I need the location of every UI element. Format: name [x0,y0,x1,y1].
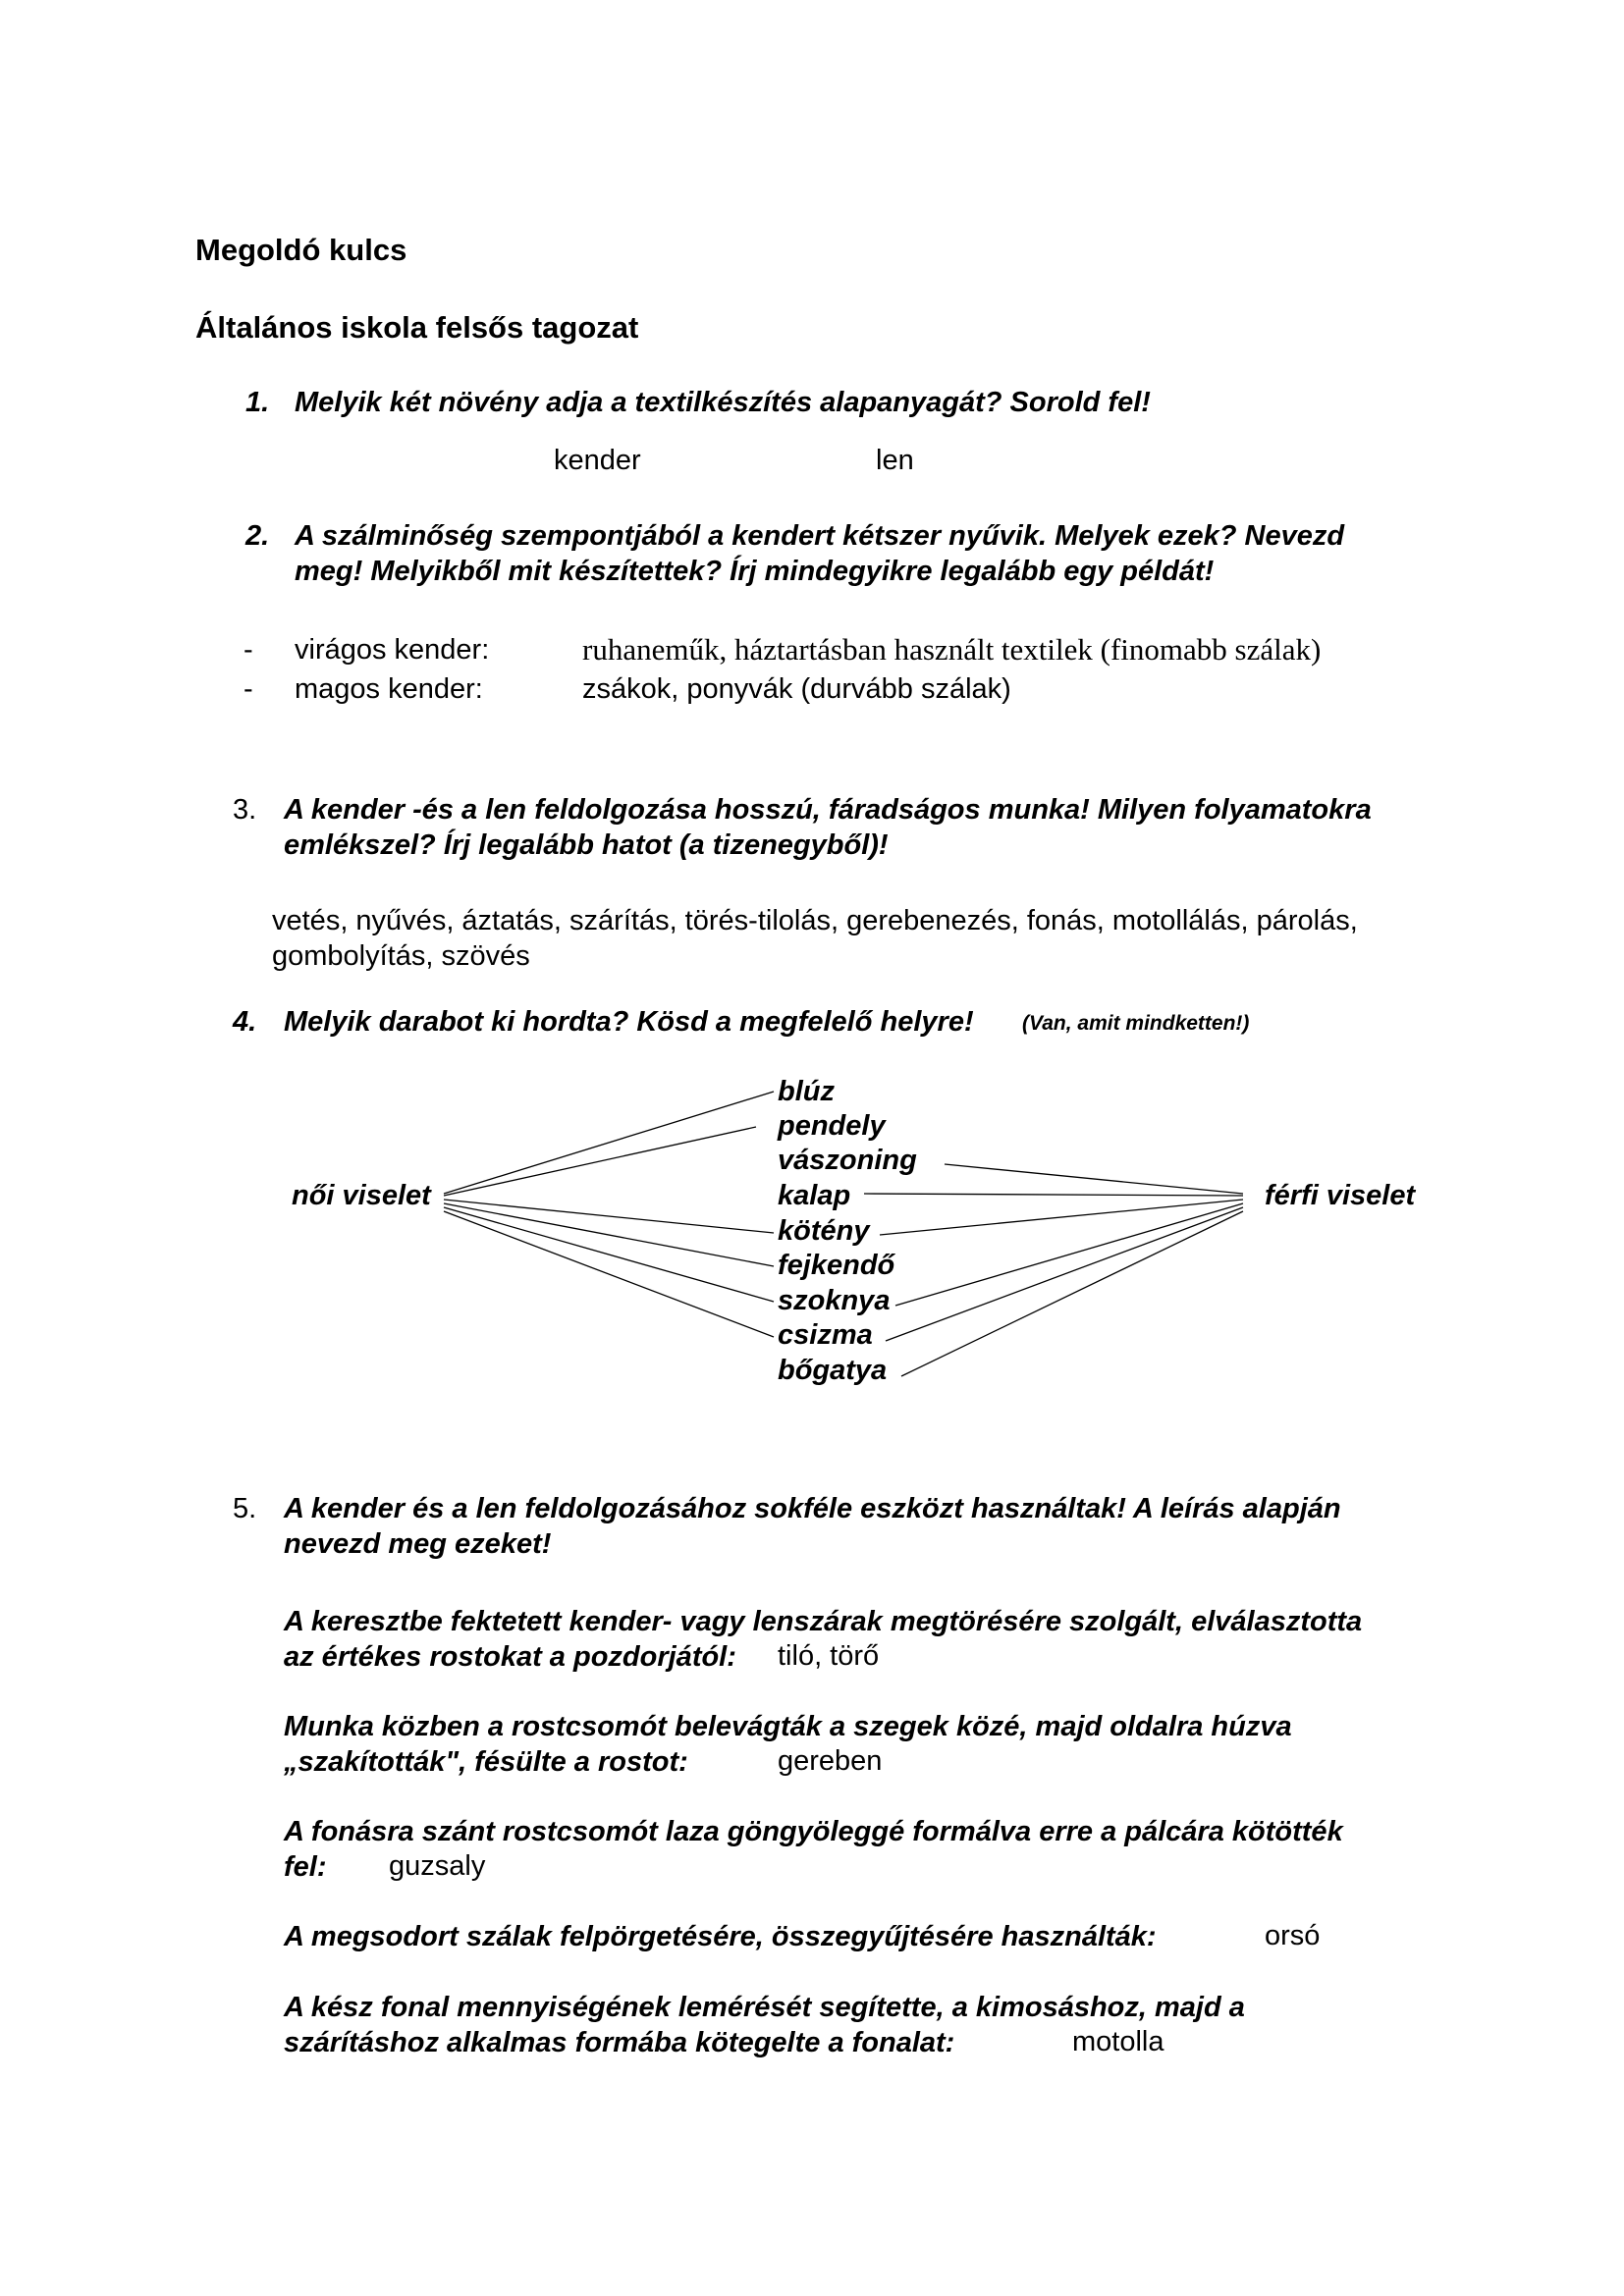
q1-question: Melyik két növény adja a textilkészítés alapanyagát? Sorold fel! [295,387,1151,418]
q5-item2-answer: gereben [778,1745,883,1777]
item-bluz: blúz [778,1076,835,1107]
q1-answer-1: kender [554,445,641,476]
q4-note: (Van, amit mindketten!) [1022,1012,1250,1035]
q3-answer-line2: gombolyítás, szövés [272,940,530,972]
q5-item3-answer: guzsaly [389,1850,486,1882]
q3-question-line2: emlékszel? Írj legalább hatot (a tizenegyből)! [284,829,889,861]
q5-item2-line2: „szakították", fésülte a rostot: [284,1746,688,1778]
q5-item5-line2: szárításhoz alkalmas formába kötegelte a fonalat: [284,2027,955,2058]
line-female-bluz [444,1092,774,1194]
q5-item3-line1: A fonásra szánt rostcsomót laza göngyöleggé formálva erre a pálcára kötötték [284,1816,1343,1847]
q5-number: 5. [233,1493,257,1524]
line-male-szoknya [895,1203,1243,1306]
line-female-szoknya [444,1207,774,1302]
left-label-noi-viselet: női viselet [292,1180,431,1211]
item-koteny: kötény [778,1215,870,1247]
page-title: Megoldó kulcs [195,233,407,267]
line-female-csizma [444,1211,774,1337]
item-csizma: csizma [778,1319,873,1351]
q5-item5-answer: motolla [1072,2026,1164,2057]
q5-question-line2: nevezd meg ezeket! [284,1528,552,1560]
q5-item4-answer: orsó [1265,1920,1321,1951]
line-male-kalap [864,1194,1243,1196]
q5-item2-line1: Munka közben a rostcsomót belevágták a szegek közé, majd oldalra húzva [284,1711,1292,1742]
q2-row2-value: zsákok, ponyvák (durvább szálak) [582,673,1011,705]
q2-row1-value: ruhaneműk, háztartásban használt textilek (finomabb szálak) [582,632,1322,667]
q2-row2-label: magos kender: [295,673,483,705]
q2-question-line1: A szálminőség szempontjából a kendert kétszer nyűvik. Melyek ezek? Nevezd [295,520,1345,552]
q5-item4-line2: A megsodort szálak felpörgetésére, összegyűjtésére használták: [284,1921,1157,1952]
line-male-bogatya [901,1211,1243,1376]
q4-question: Melyik darabot ki hordta? Kösd a megfelelő helyre! [284,1006,974,1038]
line-female-koteny [444,1200,774,1233]
q5-item1-line2: az értékes rostokat a pozdorjától: [284,1641,736,1673]
q2-row2-dash: - [244,673,253,705]
q5-item5-line1: A kész fonal mennyiségének lemérését segítette, a kimosáshoz, majd a [284,1992,1245,2023]
line-female-fejkendo [444,1203,774,1266]
q1-answer-2: len [876,445,914,476]
q5-item1-line1: A keresztbe fektetett kender- vagy lenszárak megtörésére szolgált, elválasztotta [284,1606,1363,1637]
q1-number: 1. [245,387,270,418]
q3-number: 3. [233,794,257,826]
q3-question-line1: A kender -és a len feldolgozása hosszú, fáradságos munka! Milyen folyamatokra [284,794,1372,826]
q2-number: 2. [245,520,270,552]
line-male-csizma [886,1207,1243,1341]
item-fejkendo: fejkendő [778,1250,895,1281]
q2-question-line2: meg! Melyikből mit készítettek? Írj mindegyikre legalább egy példát! [295,556,1215,587]
page-subtitle: Általános iskola felsős tagozat [195,310,639,345]
q2-row1-label: virágos kender: [295,634,490,666]
q5-question-line1: A kender és a len feldolgozásához sokféle eszközt használtak! A leírás alapján [284,1493,1341,1524]
q5-item3-line2: fel: [284,1851,327,1883]
line-male-vaszoning [945,1164,1243,1194]
q4-number: 4. [233,1006,257,1038]
line-male-koteny [880,1200,1243,1235]
line-female-pendely [444,1127,756,1196]
q2-row1-dash: - [244,634,253,666]
q5-item1-answer: tiló, törő [778,1640,880,1672]
q3-answer-line1: vetés, nyűvés, áztatás, szárítás, törés-tilolás, gerebenezés, fonás, motollálás, párolás, [272,905,1358,936]
item-szoknya: szoknya [778,1285,891,1316]
item-vaszoning: vászoning [778,1145,917,1176]
item-bogatya: bőgatya [778,1355,888,1386]
item-kalap: kalap [778,1180,851,1211]
right-label-ferfi-viselet: férfi viselet [1265,1180,1416,1211]
item-pendely: pendely [778,1110,886,1142]
